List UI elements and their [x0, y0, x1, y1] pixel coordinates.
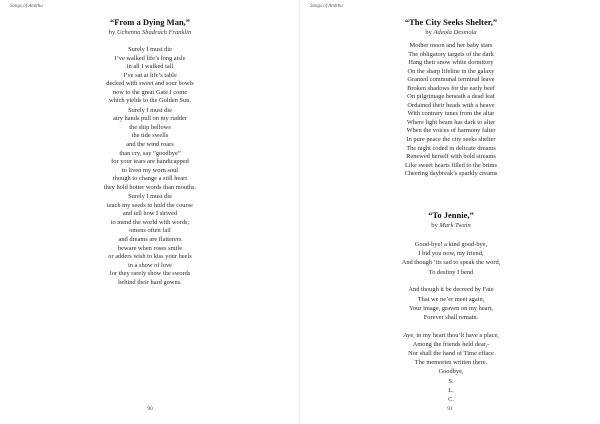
- poem-line: Surely I must die: [128, 106, 172, 114]
- byline-by: by: [108, 29, 116, 36]
- page-number: 90: [147, 406, 153, 412]
- poem-title: “From a Dying Man,”: [109, 17, 191, 27]
- poem-line: Like sweet hearts filled to the brims: [405, 161, 497, 169]
- poem-line: or adders wish to kiss your heels: [108, 253, 192, 261]
- poem-line: I’ve walked life’s long aisle: [114, 54, 186, 62]
- poem-line: omens often fail: [129, 227, 171, 235]
- poem-line: With contrary tunes from the altar: [407, 110, 495, 118]
- poem-line: Granted communal terminal leave: [407, 76, 495, 84]
- poem-line: Surely I must die: [128, 46, 172, 53]
- poem-from-a-dying-man: [50, 17, 250, 287]
- poem-line: airy hands pull on my rudder: [112, 115, 187, 123]
- poem-line: Among the friends held dear,-: [412, 340, 490, 348]
- poem-line: they hold hotter words than mouths.: [103, 183, 197, 191]
- poem-line: The memories written there.: [414, 359, 488, 367]
- poem-line: Hang their snow white dormitory: [408, 59, 494, 67]
- poem-line: Good-bye! a kind good-bye,: [414, 241, 488, 248]
- poem-line: than cry, say “goodbye”: [119, 149, 181, 157]
- poem-author: Mark Twain: [439, 222, 471, 229]
- poem-line: in a show of love: [127, 261, 173, 269]
- poem-line: And though ’tis sad to speak the word,: [401, 259, 501, 267]
- poem-line: Your image, graven on my heart,: [408, 304, 493, 312]
- stanza: [356, 42, 546, 179]
- poem-byline: [50, 28, 250, 38]
- poem-line: decked with sweet and sour bowls: [106, 80, 194, 88]
- poem-line: In pure peace the city seeks shelter: [406, 136, 496, 144]
- poem-line: to liven my worn soul: [121, 166, 179, 174]
- poem-author: Adeola Desmola: [433, 29, 477, 36]
- poem-line: Surely I must die: [128, 193, 172, 201]
- poem-line: teach my seeds to hold the course: [107, 201, 193, 209]
- poem-byline: [356, 221, 546, 231]
- poem-line: To destiny I bend: [428, 268, 474, 276]
- poem-line: the ship bellows: [129, 123, 171, 131]
- poem-the-city-seeks-shelter: [356, 17, 546, 179]
- poem-line: And though it be decreed by Fate: [408, 286, 494, 294]
- poem-line: Ordained their heads with a heave: [407, 101, 495, 109]
- poem-line: L.: [448, 386, 454, 394]
- poem-line: On the sharp lifeline in the galaxy: [407, 67, 495, 75]
- running-head: Songs of Amitha: [10, 4, 43, 9]
- poem-line: When the voices of harmony falter: [406, 127, 496, 135]
- poem-line: I’ve sat at life’s table: [123, 71, 177, 79]
- stanza: [356, 331, 546, 405]
- poem-line: Goodbye,: [438, 368, 464, 376]
- poem-line: The obligatory targets of the dark: [408, 50, 494, 58]
- poem-line: On pilgrimage beneath a dead leaf: [407, 93, 495, 101]
- stanza: [356, 240, 546, 277]
- poem-line: to mend the world with words;: [110, 218, 190, 226]
- running-head: Songs of Amitha: [310, 4, 343, 9]
- poem-title: “The City Seeks Shelter,”: [404, 17, 498, 27]
- poem-line: Where light beam has dark to alter: [406, 118, 496, 126]
- poem-author: Uchenna Shadrach Franklin: [116, 29, 192, 36]
- poem-line: The night coded in delicate dreams: [406, 144, 496, 152]
- poem-line: which yields to the Golden Sun.: [108, 97, 191, 105]
- page-number: 91: [447, 406, 453, 412]
- poem-line: beware when roses smile: [117, 244, 183, 252]
- poem-line: the tide swells: [131, 132, 169, 140]
- poem-line: though to change a still heart: [112, 175, 187, 183]
- poem-line: S.: [448, 377, 454, 385]
- stanza: [50, 193, 250, 287]
- poem-line: Renewed herself with bold streams: [406, 153, 496, 161]
- byline-by: by: [431, 222, 438, 229]
- poem-to-jennie: [356, 210, 546, 404]
- right-page: [300, 0, 600, 424]
- poem-line: and tell how I strived: [122, 210, 178, 218]
- byline-by: by: [425, 29, 432, 36]
- poem-line: Cheering daybreak’s sparkly creams: [404, 170, 498, 178]
- poem-line: I bid you now, my friend,: [418, 250, 484, 258]
- poem-line: Forever shall remain.: [423, 313, 479, 321]
- poem-line: for your tears are handicapped: [111, 158, 189, 166]
- stanza: [50, 107, 250, 192]
- poem-line: Aye, in my heart thou’lt have a place,: [403, 331, 499, 339]
- stanza: [50, 46, 250, 106]
- poem-line: now to the great Gate I come: [112, 88, 188, 96]
- poem-line: in all I walked tall: [126, 63, 174, 71]
- stanza: [356, 285, 546, 322]
- poem-line: and the wind roars: [126, 141, 174, 149]
- poem-line: Nor shall the hand of Time efface: [408, 350, 494, 358]
- poem-line: for they rarely show the swords: [109, 270, 191, 278]
- poem-line: C.: [448, 396, 454, 404]
- poem-line: behind their hard gowns.: [118, 278, 182, 286]
- poem-line: and dreams are flatterers: [118, 236, 182, 244]
- poem-line: Broken shadows for the early beef: [407, 84, 495, 92]
- poem-line: That we ne’er meet again,: [417, 295, 485, 303]
- poem-title: “To Jennie,”: [428, 210, 474, 220]
- poem-line: Mother moon and her baby stars: [409, 42, 493, 49]
- poem-byline: [356, 28, 546, 38]
